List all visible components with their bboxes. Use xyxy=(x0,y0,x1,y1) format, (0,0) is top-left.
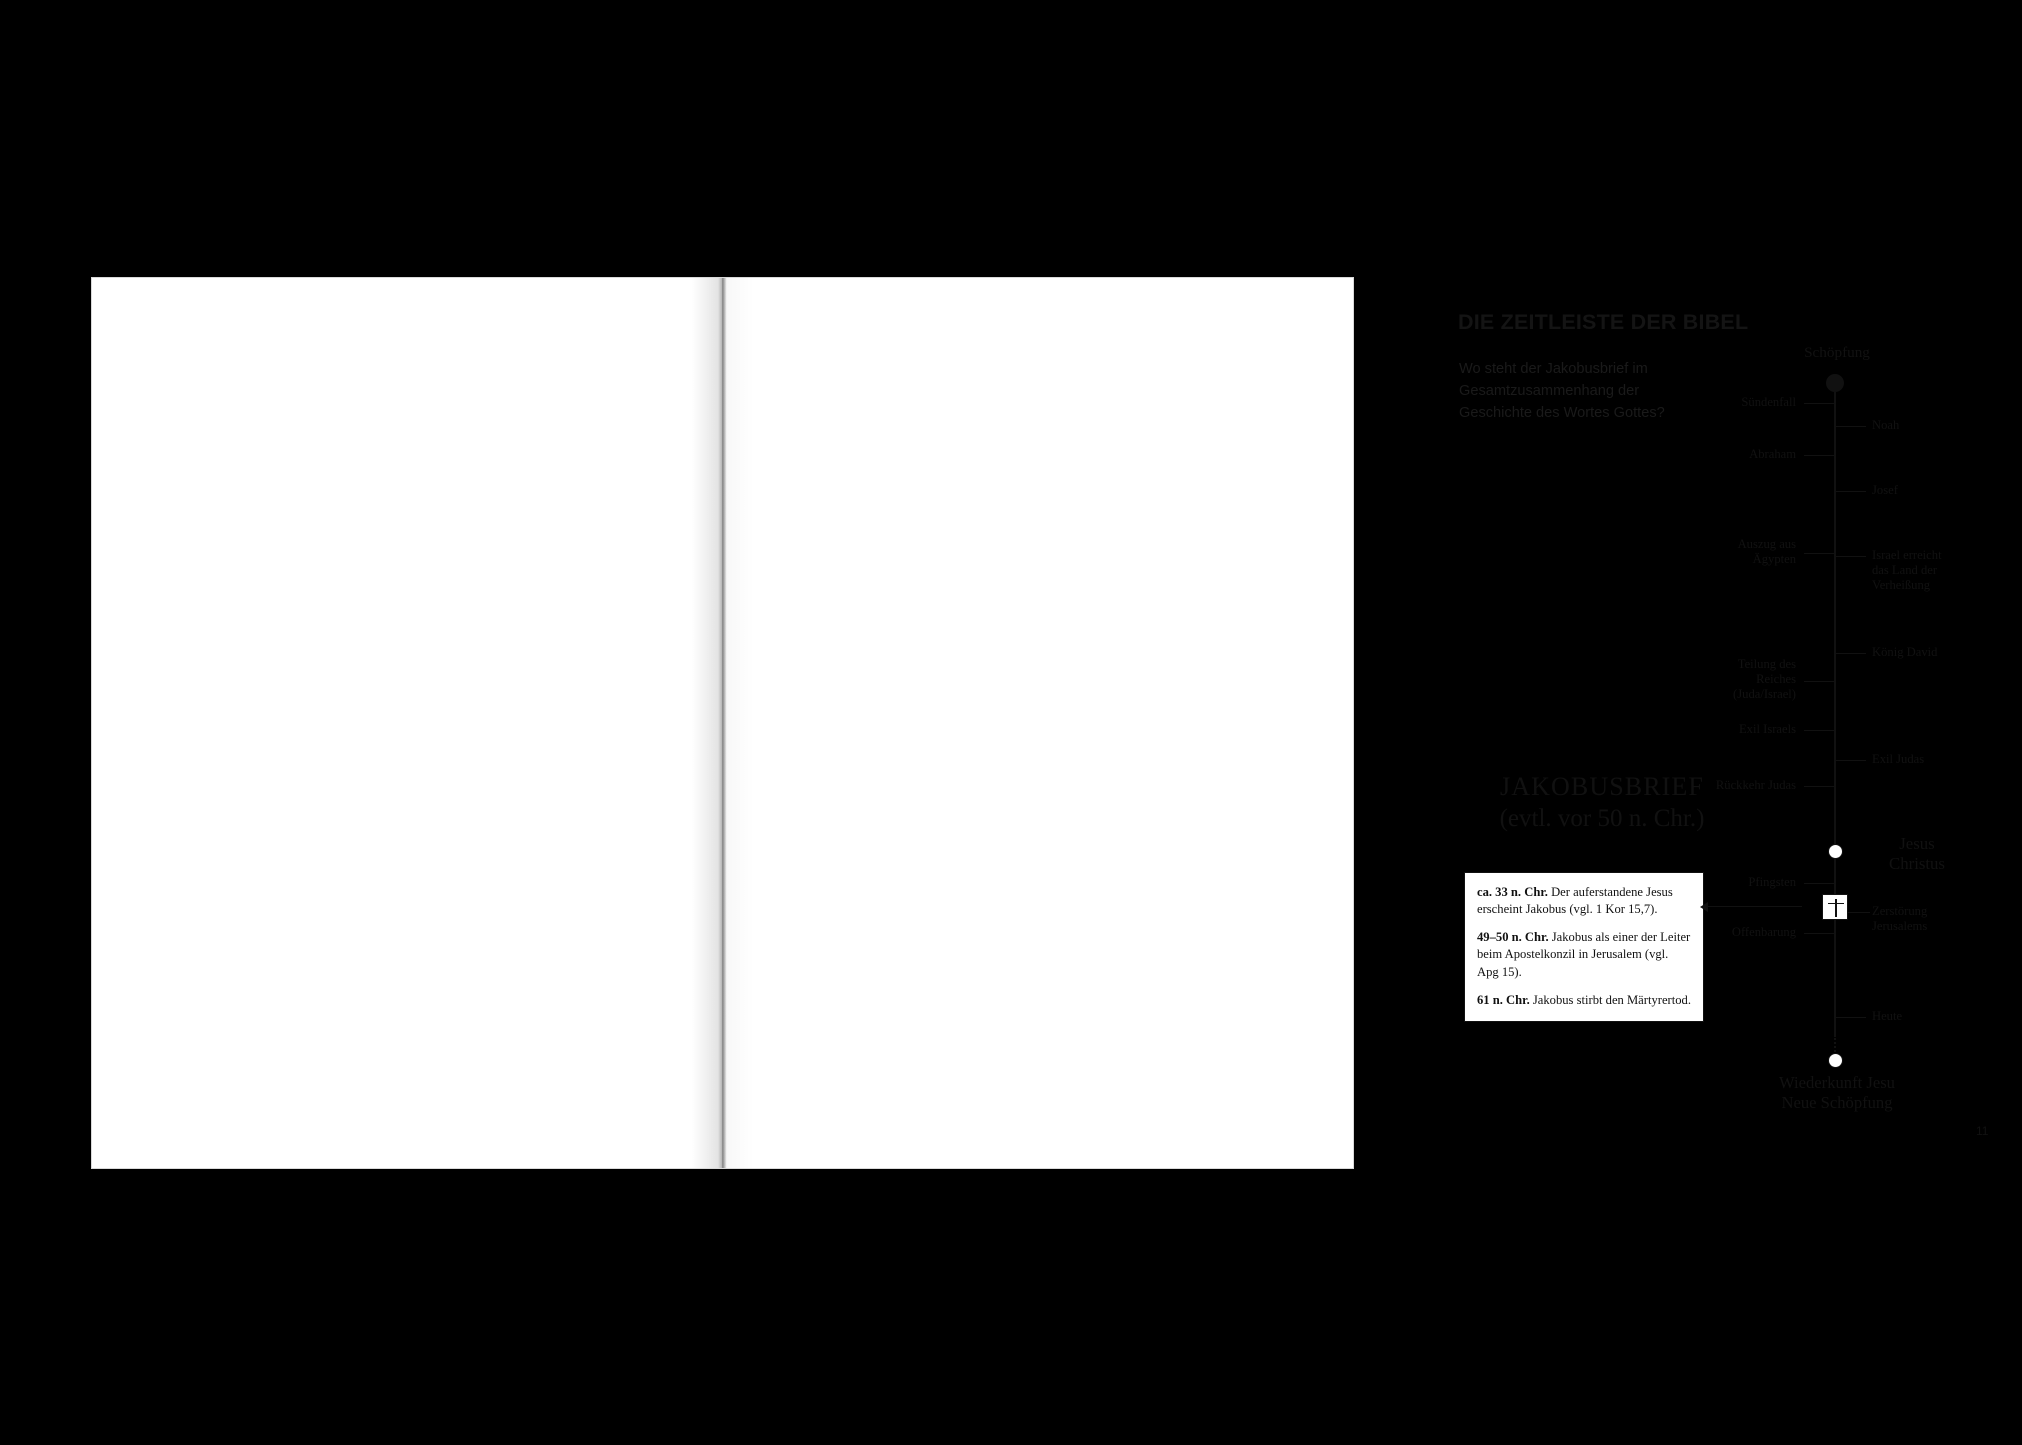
timeline-tick-right-3 xyxy=(1836,556,1866,557)
timeline-label-auszug: Auszug aus Ägypten xyxy=(1737,537,1796,567)
event-date-2: 49–50 n. Chr. xyxy=(1477,930,1549,945)
timeline-label-suendenfall: Sündenfall xyxy=(1741,395,1796,409)
intro-paragraph: Wo steht der Jakobusbrief im Gesamtzusammenhang der Geschichte des Wortes Gottes? xyxy=(1459,361,1665,422)
timeline-label-josef: Josef xyxy=(1872,483,1898,497)
timeline-tick-left-1 xyxy=(1804,403,1834,404)
event-text-3: Jakobus stirbt den Märtyrertod. xyxy=(1529,992,1691,1007)
timeline-tick-left-5 xyxy=(1804,730,1834,731)
timeline-tick-right-5 xyxy=(1836,760,1866,761)
timeline-tick-right-1 xyxy=(1836,426,1866,427)
timeline-tick-left-2 xyxy=(1804,455,1834,456)
page-number: 11 xyxy=(1976,1124,1989,1138)
timeline-label-heute: Heute xyxy=(1872,1009,1903,1023)
timeline-label-schoepfung: Schöpfung xyxy=(1804,344,1870,361)
timeline-tick-right-7 xyxy=(1836,1017,1866,1018)
timeline-label-wiederkunft: Wiederkunft Jesu Neue Schöpfung xyxy=(1779,1073,1895,1113)
timeline-node-return-icon xyxy=(1828,1053,1843,1068)
timeline-label-noah: Noah xyxy=(1872,418,1900,432)
book-spine xyxy=(722,278,723,1168)
timeline-tick-right-6 xyxy=(1848,912,1870,913)
book-spread xyxy=(92,278,1989,1168)
page-left-blank xyxy=(92,278,722,1168)
timeline-label-exil-israels: Exil Israels xyxy=(1738,722,1796,736)
timeline-label-zerstoerung: Zerstörung Jerusalems xyxy=(1872,904,1928,934)
event-text-1: Der auferstandene Jesus erscheint Jakobus (vgl. 1 Kor 15,7). xyxy=(1477,885,1673,917)
bible-timeline xyxy=(1352,278,1983,1168)
page-title: DIE ZEITLEISTE DER BIBEL xyxy=(1458,310,1749,334)
timeline-tick-left-7 xyxy=(1804,883,1834,884)
timeline-tick-left-8 xyxy=(1804,933,1834,934)
jakobusbrief-title-line2: (evtl. vor 50 n. Chr.) xyxy=(1499,804,1705,832)
timeline-label-rueckkehr-judas: Rückkehr Judas xyxy=(1715,778,1796,792)
timeline-label-teilung: Teilung des Reiches (Juda/Israel) xyxy=(1733,657,1796,702)
timeline-cross-marker-icon xyxy=(1822,894,1848,920)
event-text-2: Jakobus als einer der Leiter beim Apostelkonzil in Jerusalem (vgl. Apg 15). xyxy=(1477,930,1691,979)
timeline-tick-left-3 xyxy=(1804,553,1834,554)
timeline-label-exil-judas: Exil Judas xyxy=(1872,752,1925,766)
timeline-node-creation-icon xyxy=(1826,374,1844,392)
timeline-label-koenig-david: König David xyxy=(1872,645,1938,659)
timeline-axis xyxy=(1834,383,1836,1035)
timeline-tick-right-4 xyxy=(1836,653,1866,654)
cross-horizontal xyxy=(1828,903,1844,905)
jakobusbrief-title-line1: JAKOBUSBRIEF xyxy=(1500,772,1704,801)
timeline-label-israel-land: Israel erreicht das Land der Verheißung xyxy=(1872,548,1942,593)
timeline-node-jesus-icon xyxy=(1828,844,1843,859)
timeline-label-offenbarung: Offenbarung xyxy=(1731,925,1796,939)
timeline-label-pfingsten: Pfingsten xyxy=(1748,875,1796,889)
timeline-label-jesus-christus: Jesus Christus xyxy=(1889,834,1945,873)
event-date-1: ca. 33 n. Chr. xyxy=(1477,885,1548,899)
timeline-tick-left-6 xyxy=(1804,786,1834,787)
timeline-label-abraham: Abraham xyxy=(1749,447,1796,461)
page-right xyxy=(722,278,1989,1168)
timeline-tick-left-4 xyxy=(1804,681,1834,682)
event-date-3: 61 n. Chr. xyxy=(1477,992,1530,1007)
timeline-tick-right-2 xyxy=(1836,491,1866,492)
